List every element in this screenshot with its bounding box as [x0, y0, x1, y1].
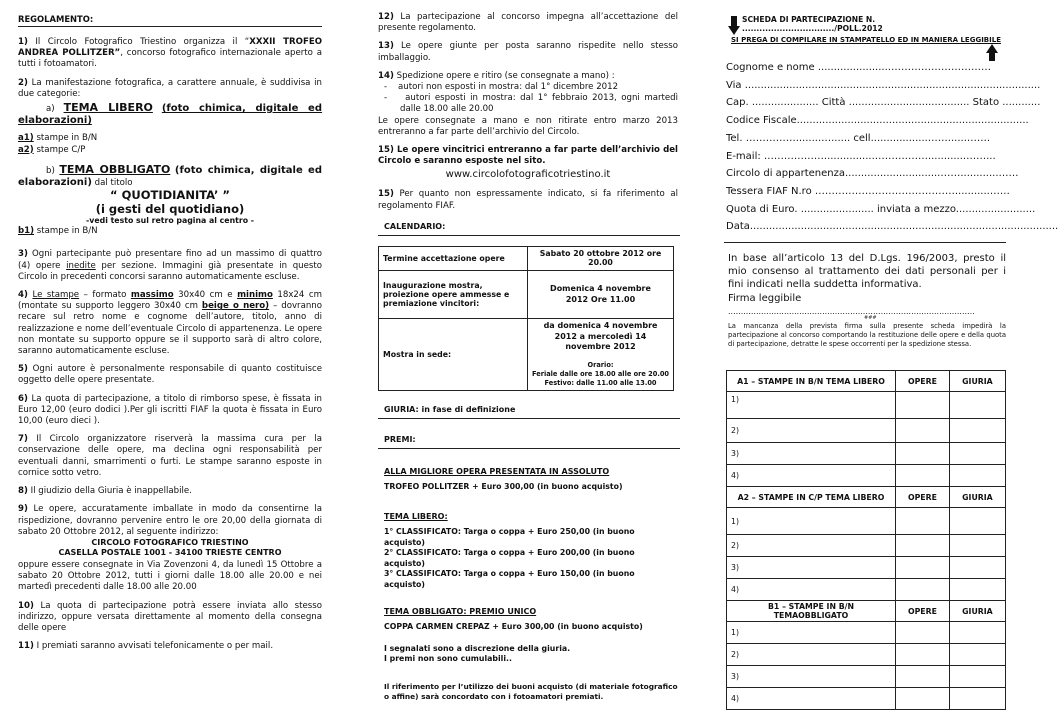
paragraph-6: 6) La quota di partecipazione, a titolo di rimborso spese, è fissata in Euro 12,00 (euro dodici ).Per gli iscritti FIAF la quota è fissata in Euro 10,00 (euro dieci ).	[18, 393, 322, 427]
prize-third: 3° CLASSIFICATO: Targa o coppa + Euro 150,00 (in buono acquisto)	[384, 569, 635, 589]
paragraph-7: 7) Il Circolo organizzatore riserverà la massima cura per la conservazione delle opere, ma declina ogni responsabilità per eventuali danni, smarrimenti o furti. Le stampe saranno esposte in cornice sotto vetro.	[18, 434, 322, 478]
section-title: A2 – STAMPE IN C/P TEMA LIBERO	[727, 487, 896, 508]
table-row: 1)	[727, 622, 1006, 644]
paragraph-14: 14) Spedizione opere e ritiro (se consegnate a mano) :	[378, 70, 615, 81]
field-codice-fiscale[interactable]: Codice Fiscale.........................................................................	[726, 115, 1029, 127]
calendar-value: Sabato 20 ottobre 2012 ore 20.00	[528, 246, 674, 270]
item-a1: a1) stampe in B/N	[18, 133, 98, 144]
calendar-table	[378, 246, 674, 391]
giuria-header: GIURIA	[949, 371, 1005, 392]
paragraph-5: 5) Ogni autore è personalmente responsabile di quanto costituisce oggetto delle opere presentate.	[18, 364, 322, 386]
field-tel-cell[interactable]: Tel. ……………........…...... cell..................……......…….	[726, 132, 991, 144]
premi-heading: PREMI:	[378, 419, 680, 449]
calendar-row	[379, 318, 674, 390]
table-row: 3)	[727, 443, 1006, 465]
table-row: 4)	[727, 465, 1006, 487]
paragraph-2: 2) La manifestazione fotografica, a carattere annuale, è suddivisa in due categorie:	[18, 77, 322, 99]
prize-first: 1° CLASSIFICATO: Targa o coppa + Euro 250,00 (in buono acquisto)	[384, 527, 635, 547]
field-data[interactable]: Data.................................................................................................	[726, 221, 1058, 233]
field-circolo[interactable]: Circolo di appartenenza..............................……............……	[726, 168, 1019, 180]
segnalati-note: I segnalati sono a discrezione della giuria.	[384, 643, 571, 653]
giuria-line: GIURIA: in fase di definizione	[378, 391, 680, 419]
paragraph-14-item-b: - autori esposti in mostra: dal 1° febbraio 2013, ogni martedì dalle 18.00 alle 20.00	[384, 93, 678, 115]
table-row: 3)	[727, 666, 1006, 688]
calendar-row	[379, 270, 674, 318]
table-row: 2)	[727, 644, 1006, 666]
table-header-row: B1 – STAMPE IN B/N TEMAOBBLIGATO OPERE GIURIA	[727, 601, 1006, 622]
regolamento-heading: REGOLAMENTO:	[18, 0, 322, 27]
address-line-2: CASELLA POSTALE 1001 - 34100 TRIESTE CENTRO	[58, 547, 282, 557]
table-row: 1)	[727, 508, 1006, 535]
arrow-down-icon	[728, 16, 738, 34]
compilare-note: SI PREGA DI COMPILARE IN STAMPATELLO ED IN MANIERA LEGGIBILE	[731, 36, 1001, 44]
table-row: 2)	[727, 535, 1006, 557]
separator-hash: ###	[864, 315, 877, 321]
calendar-value: da domenica 4 novembre 2012 a mercoledì 14 novembre 2012 Orario: Feriale dalle ore 18.00 alle ore 20.00 Festivo: dalle 11.00 alle 13.00	[528, 318, 674, 390]
paragraph-9: 9) Le opere, accuratamente imballate in modo da consentirne la rispedizione, dovranno pervenire entro le ore 20,00 della giornata di sabato 20 Ottobre 2012, al seguente indirizzo:	[18, 504, 322, 537]
paragraph-14-item-a: - autori non esposti in mostra: dal 1° dicembre 2012	[384, 82, 619, 93]
signature-line[interactable]: .................................................................................................	[728, 307, 975, 316]
paragraph-13: 13) Le opere giunte per posta saranno rispedite nello stesso imballaggio.	[378, 41, 678, 63]
rules-calendar-column	[378, 12, 678, 703]
theme-a-heading: a) TEMA LIBERO (foto chimica, digitale ed elaborazioni)	[18, 101, 322, 127]
calendar-heading: CALENDARIO:	[378, 222, 680, 236]
opere-header: OPERE	[896, 371, 950, 392]
paragraph-10: 10) La quota di partecipazione potrà essere inviata allo stesso indirizzo, oppure versata direttamente al momento della consegna delle opere	[18, 600, 323, 633]
privacy-consent: In base all’articolo 13 del D.Lgs. 196/2003, presto il mio consenso al trattamento dei dati personali per i fini indicati nella suddetta informativa.	[728, 253, 1006, 290]
calendar-row	[379, 246, 674, 270]
paragraph-1: 1) Il Circolo Fotografico Triestino organizza il “XXXII TROFEO ANDREA POLLITZER”, concorso fotografico internazionale aperto a tutti i fotoamatori.	[18, 37, 323, 70]
table-row: 3)	[727, 557, 1006, 579]
firma-label: Firma leggibile	[728, 293, 802, 304]
table-row: 4)	[727, 579, 1006, 601]
paragraph-15: 15) Le opere vincitrici entreranno a far parte dell’archivio del Circolo e saranno esposte nel sito.	[378, 145, 678, 167]
field-email[interactable]: E-mail: ………………................……….……............……...	[726, 150, 996, 162]
regolamento-column	[18, 0, 322, 659]
item-b1: b1) stampe in B/N	[18, 226, 98, 237]
prizes-block	[378, 467, 678, 703]
riferimento-note-2: o affine) sarà concordato con i fotoamatori premiati.	[384, 692, 604, 702]
coppa-prize: COPPA CARMEN CREPAZ + Euro 300,00 (in buono acquisto)	[384, 622, 643, 632]
website-link[interactable]: www.circolofotograficotriestino.it	[445, 169, 611, 181]
field-quota[interactable]: Quota di Euro. ....................... inviata a mezzo.........................	[726, 203, 1036, 215]
item-a2: a2) stampe C/P	[18, 144, 86, 155]
calendar-label: Termine accettazione opere	[379, 246, 528, 270]
prize-second: 2° CLASSIFICATO: Targa o coppa + Euro 200,00 (in buono acquisto)	[384, 548, 635, 568]
quotidianita-subtitle: (i gesti del quotidiano)	[95, 202, 245, 217]
section-title: B1 – STAMPE IN B/N TEMAOBBLIGATO	[727, 601, 896, 622]
paragraph-12: 12) La partecipazione al concorso impegna all’accettazione del presente regolamento.	[378, 12, 678, 34]
table-row: 2)	[727, 419, 1006, 443]
calendar-value: Domenica 4 novembre 2012 Ore 11.00	[528, 270, 674, 318]
address-line-1: CIRCOLO FOTOGRAFICO TRIESTINO	[91, 537, 249, 547]
tema-libero-heading: TEMA LIBERO:	[384, 512, 448, 522]
section-title: A1 – STAMPE IN B/N TEMA LIBERO	[727, 371, 896, 392]
field-cognome-nome[interactable]: Cognome e nome .......................…………………………	[726, 62, 991, 73]
scheda-title: SCHEDA DI PARTECIPAZIONE N. ................................/POLL.2012	[742, 15, 883, 33]
paragraph-3: 3) Ogni partecipante può presentare fino ad un massimo di quattro (4) opere inedite per sezione. Immagini già presentate in questo Circolo in precedenti concorsi saranno automaticamente escluse.	[18, 249, 322, 282]
cumulabili-note: I premi non sono cumulabili..	[384, 654, 512, 664]
quotidianita-note: -vedi testo sul retro pagina al centro -	[86, 216, 254, 226]
paragraph-4: 4) Le stampe – formato massimo 30x40 cm e minimo 18x24 cm (montate su supporto leggero 30x40 cm beige o nero) – dovranno recare sul retro nome e cognome dell’autore, titolo, anno di realizzazione e nome dell’eventuale Circolo di appartenenza. Le opere non montate su supporto oppure se il supporto sarà di altro colore, saranno automaticamente escluse.	[18, 290, 322, 357]
participation-table	[726, 370, 1006, 710]
theme-b-heading: b) TEMA OBBLIGATO (foto chimica, digitale ed elaborazioni) dal titolo	[18, 162, 323, 189]
paragraph-11: 11) I premiati saranno avvisati telefonicamente o per mail.	[18, 641, 274, 652]
assoluto-heading: ALLA MIGLIORE OPERA PRESENTATA IN ASSOLUTO	[384, 466, 610, 476]
calendar-label: Mostra in sede:	[379, 318, 528, 390]
calendar-label: Inaugurazione mostra, proiezione opere ammesse e premiazione vincitori:	[379, 270, 528, 318]
field-tessera-fiaf[interactable]: Tessera FIAF N.ro ……………………………………...........……	[726, 185, 1010, 197]
paragraph-15b: 15) Per quanto non espressamente indicato, si fa riferimento al regolamento FIAF.	[378, 189, 678, 211]
tema-obbligato-heading: TEMA OBBLIGATO: PREMIO UNICO	[384, 607, 537, 617]
table-row: 4)	[727, 688, 1006, 710]
paragraph-14-note: Le opere consegnate a mano e non ritirate entro marzo 2013 entreranno a far parte dell’archivio del Circolo.	[378, 115, 678, 137]
table-header-row	[727, 371, 1006, 392]
table-header-row: A2 – STAMPE IN C/P TEMA LIBERO OPERE GIURIA	[727, 487, 1006, 508]
paragraph-9b: oppure essere consegnate in Via Zovenzoni 4, da lunedì 15 Ottobre a sabato 20 Ottobre 2012, tutti i giorni dalle 18.00 alle 20.00 e nei martedì precedenti dalle 18.00 alle 20.00	[18, 559, 322, 593]
quotidianita-title: “ QUOTIDIANITA’ ”	[110, 188, 230, 203]
form-fields	[726, 59, 1058, 236]
riferimento-note-1: Il riferimento per l’utilizzo dei buoni acquisto (di materiale fotografico	[384, 681, 678, 691]
firma-warning: La mancanza della prevista firma sulla presente scheda impedirà la partecipazione al concorso comportando la restituzione delle opere e della quota di partecipazione, detratte le spese occorrenti per la spedizione stessa.	[728, 322, 1006, 348]
divider	[724, 242, 1006, 243]
trofeo-prize: TROFEO POLLITZER + Euro 300,00 (in buono acquisto)	[384, 481, 623, 491]
field-via[interactable]: Via .............................................................................................	[726, 79, 1041, 91]
field-cap-citta-stato[interactable]: Cap. ..................... Città ...................................... Stato ............	[726, 97, 1041, 109]
paragraph-8: 8) Il giudizio della Giuria è inappellabile.	[18, 486, 192, 497]
table-row: 1)	[727, 392, 1006, 419]
